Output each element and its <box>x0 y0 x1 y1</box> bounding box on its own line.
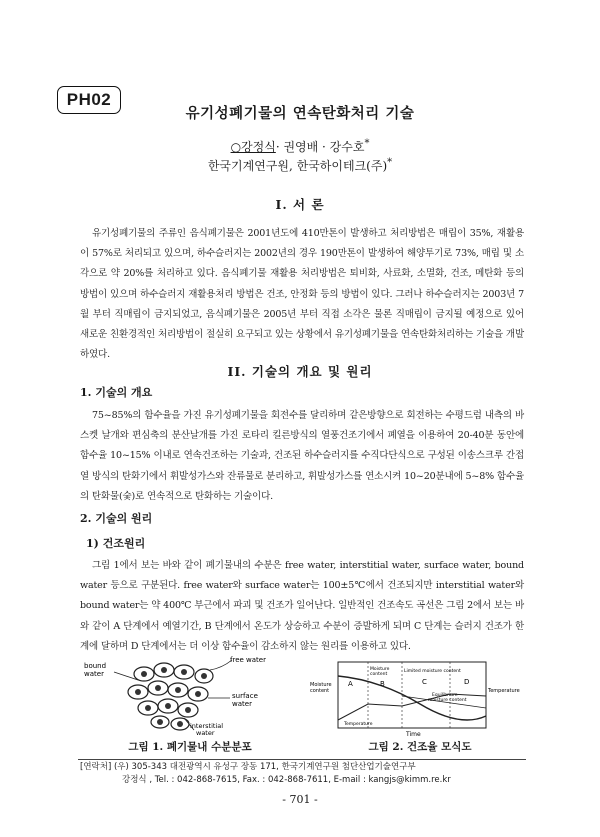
item-title-drying: 1) 건조원리 <box>86 537 146 550</box>
phase-d: D <box>464 678 470 686</box>
contact-address: [연락처] (우) 305-343 대전광역시 유성구 장동 171, 한국기계연구원 첨단산업기술연구부 <box>80 762 416 772</box>
figure-1-svg <box>82 654 292 737</box>
affiliation-line <box>0 157 600 174</box>
session-badge: PH02 <box>57 86 121 114</box>
label-surface: surface <box>232 692 258 700</box>
contact-details: 강정식 , Tel. : 042-868-7615, Fax. : 042-868-7611, E-mail : kangjs@kimm.re.kr <box>122 775 451 785</box>
label-interstitial: interstitial <box>190 722 224 730</box>
phase-c: C <box>422 678 427 686</box>
label-bound: bound <box>84 662 107 670</box>
phase-a: A <box>348 680 353 688</box>
label-limited: Limited moisture content <box>404 669 461 674</box>
label-moisture: Moisture <box>310 682 332 688</box>
affiliation-text: 한국기계연구원, 한국하이테크(주) <box>207 159 388 173</box>
label-temperature: Temperature <box>488 688 520 694</box>
label-free-water: free water <box>230 656 266 664</box>
page-number: - 701 - <box>282 793 318 806</box>
presenting-author: ○강정식 <box>230 140 276 154</box>
drying-paragraph: 그림 1에서 보는 바와 같이 폐기물내의 수분은 free water, interstitial water, surface water, bound water 등으로 구분된다. free water와 surface water는 100±5℃에서 건조되지만 interstitial water와 bound water는 약 400℃ 부근에서 파괴 및 건조가 일어난다. 일반적인 건조속도 곡선은 그림 2에서 보는 바와 같이 A 단계에서 예열기간, B 단계에서 온도가 상승하고 수분이 증발하게 되며 C 단계는 슬러지 건조가 한계에 달하며 D 단계에서는 더 이상 함수율이 감소하지 않는 원리를 이용하고 있다. <box>80 560 524 652</box>
label-temp-small: Temperature <box>344 722 373 727</box>
figure-1-caption: 그림 1. 폐기물내 수분분포 <box>128 741 252 753</box>
contact-info <box>80 761 524 787</box>
introduction-paragraph: 유기성폐기물의 주류인 음식폐기물은 2001년도에 410만톤이 발생하고 처리방법은 매립이 35%, 재활용이 57%로 처리되고 있으며, 하수슬러지는 2002년의 경우 190만톤이 발생하여 해양투기로 73%, 매립 및 소각으로 약 20%를 처리하고 있다. 음식폐기물 재활용 처리방법은 퇴비화, 사료화, 소멸화, 건조, 메탄화 등의 방법이 있으며 하수슬러지 재활용처리 방법은 건조, 안정화 등의 방법이 있다. 그러나 하수슬러지는 2003년 7월 부터 직매립이 금지되었고, 음식폐기물은 2005년 부터 직접 소각은 물론 직매립이 금지될 예정으로 있어 새로운 친환경적인 처리방법이 절실히 요구되고 있는 상황에서 유기성폐기물을 연속탄화처리하는 기술을 개발하였다. <box>80 228 524 361</box>
footer-divider <box>78 759 526 760</box>
figure-2-caption: 그림 2. 건조율 모식도 <box>368 741 472 753</box>
label-content: content <box>310 688 330 694</box>
co-authors: · 권영배 · 강수호 <box>275 140 365 154</box>
label-equilibrium: Equilibrium <box>432 693 458 698</box>
label-moisture-top: Moisture <box>370 667 390 672</box>
figure-2-svg <box>310 656 520 738</box>
label-interstitial-water: water <box>196 729 215 737</box>
label-time: Time <box>406 731 421 738</box>
figure-2-drying-rate <box>310 656 520 738</box>
label-surface-water: water <box>232 700 252 708</box>
phase-b: B <box>380 680 385 688</box>
section-title-overview: II. 기술의 개요 및 원리 <box>227 364 373 379</box>
author-mark: * <box>364 138 370 149</box>
overview-paragraph: 75~85%의 함수율을 가진 유기성폐기물을 회전수를 달리하며 같은방향으로 회전하는 수평드럼 내측의 바스켓 날개와 편심축의 분산날개를 가진 로타리 킬른방식의 열풍건조기에서 폐열을 이용하여 20-40분 동안에 함수율 10~15% 이내로 연속건조하는 기술과, 건조된 하수슬러지를 수직다단식으로 구성된 이송스크루 간접열 방식의 탄화기에서 휘발성가스와 잔류물로 분리하고, 휘발성가스를 연소시켜 10~20분내에 5~8% 함수율의 탄화물(숯)로 연속적으로 탄화하는 기술이다. <box>80 410 524 502</box>
subsection-title-principle: 2. 기술의 원리 <box>80 512 153 525</box>
author-line <box>0 138 600 155</box>
affiliation-mark: * <box>387 157 393 168</box>
figure-1-water-distribution <box>82 654 292 737</box>
label-content-top: content <box>370 672 388 677</box>
subsection-title-overview: 1. 기술의 개요 <box>80 386 153 399</box>
paper-title: 유기성폐기물의 연속탄화처리 기술 <box>185 105 415 122</box>
section-title-introduction: I. 서 론 <box>275 197 325 212</box>
label-bound-water: water <box>84 670 104 678</box>
label-eq-content: moisture content <box>428 698 467 703</box>
